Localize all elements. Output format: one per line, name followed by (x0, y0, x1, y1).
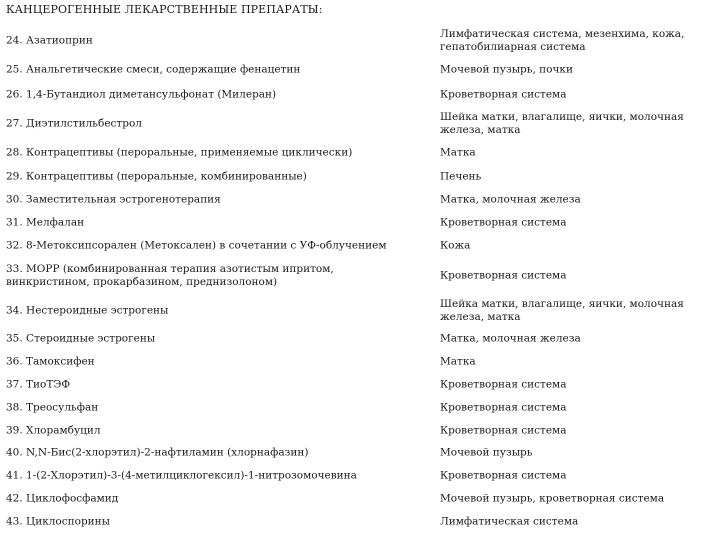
target-organ-cell: Кроветворная система (440, 469, 567, 481)
table-row (0, 351, 720, 373)
table-row (0, 327, 720, 351)
drug-cell: 27. Диэтилстильбестрол (6, 117, 142, 130)
drug-cell: 36. Тамоксифен (6, 355, 95, 368)
table-row (0, 487, 720, 510)
table-row (0, 510, 720, 533)
target-organ-cell: Лимфатическая система (440, 515, 579, 527)
target-organ-cell: Кроветворная система (440, 216, 567, 228)
drug-cell: 29. Контрацептивы (пероральные, комбинированные) (6, 170, 307, 182)
target-organ-cell: Кроветворная система (440, 424, 567, 436)
table-row (0, 141, 720, 165)
table-row (0, 211, 720, 234)
drug-cell: 25. Анальгетические смеси, содержащие фенацетин (6, 63, 301, 76)
document-title: КАНЦЕРОГЕННЫЕ ЛЕКАРСТВЕННЫЕ ПРЕПАРАТЫ: (6, 3, 323, 16)
target-organ-cell: Кроветворная система (440, 269, 567, 281)
target-organ-cell: Печень (440, 170, 482, 182)
target-organ-cell: Матка, молочная железа (440, 332, 581, 345)
table-row (0, 82, 720, 107)
table-row (0, 24, 720, 58)
table-row (0, 58, 720, 82)
drug-cell: 31. Мелфалан (6, 216, 85, 228)
table-row (0, 188, 720, 211)
target-organ-cell: Шейка матки, влагалище, яички, молочная железа, матка (440, 297, 684, 323)
target-organ-cell: Мочевой пузырь (440, 446, 533, 459)
target-organ-cell: Мочевой пузырь, почки (440, 63, 573, 76)
drug-cell: 39. Хлорамбуцил (6, 424, 101, 436)
drug-cell: 34. Нестероидные эстрогены (6, 304, 169, 316)
target-organ-cell: Шейка матки, влагалище, яички, молочная железа, матка (440, 111, 684, 136)
table-row (0, 419, 720, 442)
table-row (0, 107, 720, 141)
table-row (0, 396, 720, 419)
target-organ-cell: Лимфатическая система, мезенхима, кожа, гепатобилиарная система (440, 28, 685, 53)
drug-cell: 40. N,N-Бис(2-хлорэтил)-2-нафтиламин (хлорнафазин) (6, 446, 309, 459)
target-organ-cell: Кожа (440, 239, 471, 251)
table-row (0, 234, 720, 257)
drug-cell: 41. 1-(2-Хлорэтил)-3-(4-метилциклогексил)-1-нитрозомочевина (6, 469, 357, 481)
drug-cell: 35. Стероидные эстрогены (6, 332, 156, 345)
table-row (0, 373, 720, 396)
drug-cell: 30. Заместительная эстрогенотерапия (6, 193, 221, 205)
drug-cell: 32. 8-Метоксипсорален (Метоксален) в сочетании с УФ-облучением (6, 239, 387, 251)
drug-cell: 42. Циклофосфамид (6, 492, 119, 504)
drug-cell: 38. Треосульфан (6, 401, 99, 413)
drug-cell: 28. Контрацептивы (пероральные, применяемые циклически) (6, 146, 353, 159)
drug-cell: 33. МОРР (комбинированная терапия азотистым ипритом, винкристином, прокарбазином, преднизолоном) (6, 262, 334, 288)
table-row (0, 294, 720, 327)
drug-cell: 43. Циклоспорины (6, 515, 111, 527)
drug-cell: 26. 1,4-Бутандиол диметансульфонат (Милеран) (6, 88, 277, 100)
table-row (0, 165, 720, 188)
drug-cell: 37. ТиоТЭФ (6, 378, 71, 390)
table-row (0, 257, 720, 294)
target-organ-cell: Кроветворная система (440, 378, 567, 390)
target-organ-cell: Кроветворная система (440, 401, 567, 413)
table-row (0, 464, 720, 487)
drug-cell: 24. Азатиоприн (6, 34, 93, 47)
target-organ-cell: Мочевой пузырь, кроветворная система (440, 492, 665, 504)
carcinogen-table (0, 24, 720, 533)
table-row (0, 442, 720, 464)
target-organ-cell: Матка, молочная железа (440, 193, 581, 205)
target-organ-cell: Матка (440, 146, 476, 159)
target-organ-cell: Кроветворная система (440, 88, 567, 100)
target-organ-cell: Матка (440, 355, 476, 368)
